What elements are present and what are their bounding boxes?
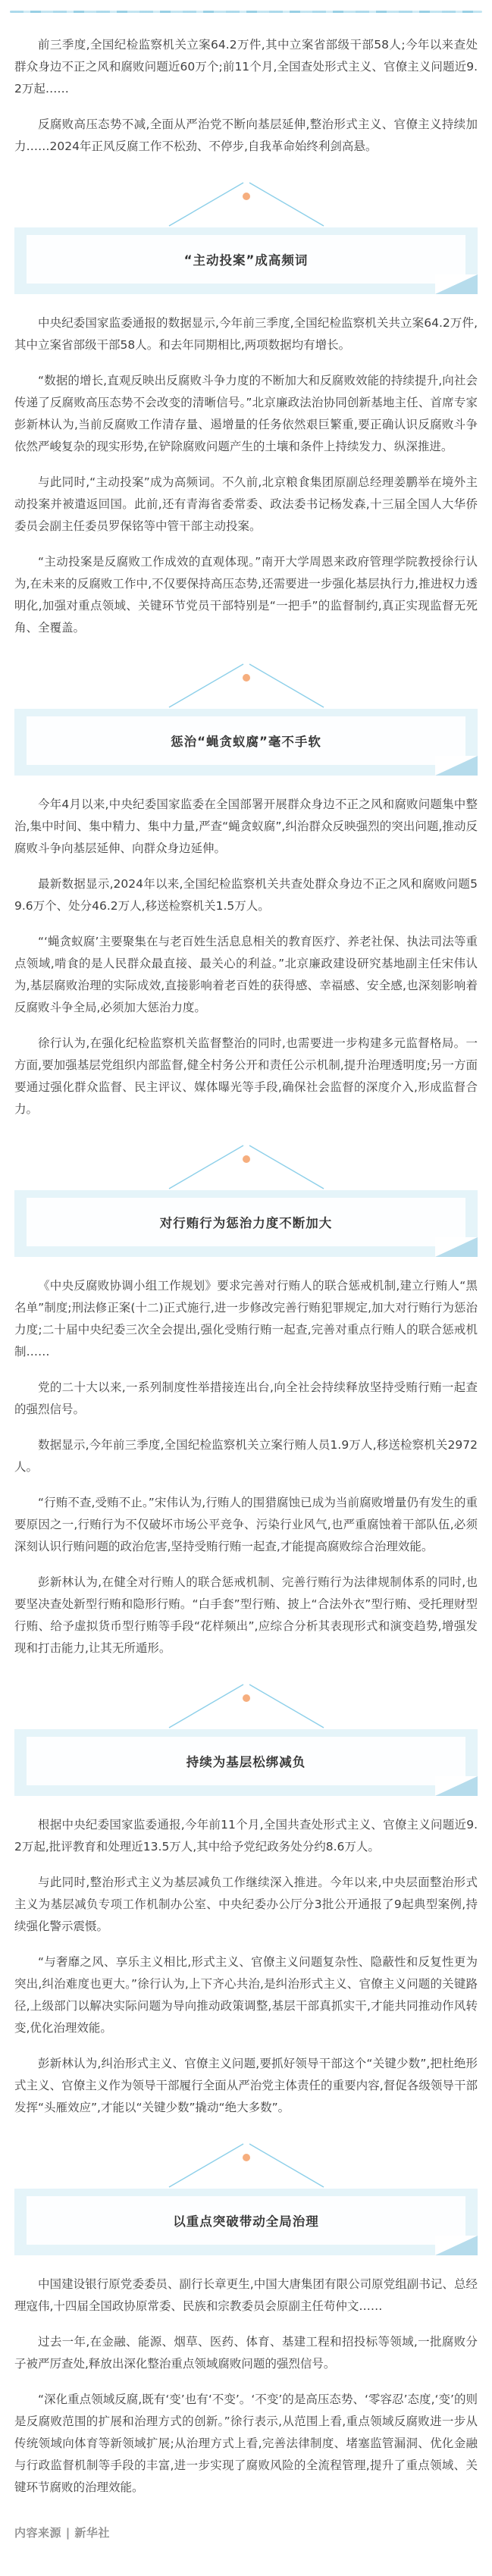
intro-paragraph: 反腐败高压态势不减,全面从严治党不断向基层延伸,整治形式主义、官僚主义持续加力……2024年正风反腐工作不松劲、不停步,自我革命始终利剑高悬。 (14, 118, 478, 153)
body-paragraph: 数据显示,今年前三季度,全国纪检监察机关立案行贿人员1.9万人,移送检察机关2972人。 (14, 1438, 478, 1474)
body-paragraph: 过去一年,在金融、能源、烟草、医药、体育、基建工程和招投标等领域,一批腐败分子被严厉查处,释放出深化整治重点领域腐败问题的强烈信号。 (14, 2335, 478, 2371)
section-title-box (14, 227, 478, 294)
section-header (14, 1143, 478, 1257)
section-title-box (14, 1190, 478, 1257)
section-title: 对行贿行为惩治力度不断加大 (159, 1216, 333, 1230)
section-title: 以重点突破带动全局治理 (173, 2214, 319, 2229)
section-roof-decoration (14, 1143, 478, 1190)
body-paragraph: 今年4月以来,中央纪委国家监委在全国部署开展群众身边不正之风和腐败问题集中整治,集中时间、集中精力、集中力量,严查“蝇贪蚁腐”,纠治群众反映强烈的突出问题,推动反腐败斗争向基层延伸、向群众身边延伸。 (14, 798, 478, 855)
section-title-box (14, 2189, 478, 2255)
body-paragraph: 中国建设银行原党委委员、副行长章更生,中国大唐集团有限公司原党组副书记、总经理寇伟,十四届全国政协原常委、民族和宗教委员会原副主任苟仲文…… (14, 2277, 478, 2313)
body-paragraph: “与奢靡之风、享乐主义相比,形式主义、官僚主义问题复杂性、隐蔽性和反复性更为突出,纠治难度也更大。”徐行认为,上下齐心共治,是纠治形式主义、官僚主义问题的关键路径,上级部门以解决实际问题为导向推动政策调整,基层干部真抓实干,才能共同推动作风转变,优化治理效能。 (14, 1955, 478, 2035)
section-header (14, 180, 478, 294)
roof-lines-and-dot-icon (163, 180, 330, 227)
section-title-inner (27, 716, 465, 765)
body-paragraph: 中央纪委国家监委通报的数据显示,今年前三季度,全国纪检监察机关共立案64.2万件,其中立案省部级干部58人。和去年同期相比,两项数据均有增长。 (14, 316, 478, 352)
body-paragraph: “行贿不查,受贿不止。”宋伟认为,行贿人的围猎腐蚀已成为当前腐败增量仍有发生的重要原因之一,行贿行为不仅破坏市场公平竞争、污染行业风气,也严重腐蚀着干部队伍,必须深刻认识行贿问题的政治危害,坚持受贿行贿一起查,才能提高腐败综合治理效能。 (14, 1496, 478, 1553)
section-title-box (14, 709, 478, 776)
section-title: 持续为基层松绑减负 (186, 1755, 306, 1769)
roof-lines-and-dot-icon (163, 2142, 330, 2189)
content-source-label: 内容来源 | 新华社 (14, 2526, 110, 2540)
body-paragraph: “主动投案是反腐败工作成效的直观体现。”南开大学周恩来政府管理学院教授徐行认为,在未来的反腐败工作中,不仅要保持高压态势,还需要进一步强化基层执行力,推进权力透明化,加强对重点领域、关键环节党员干部特别是“一把手”的监督制约,真正实现监督无死角、全覆盖。 (14, 555, 478, 635)
section-title-inner (27, 1198, 465, 1246)
roof-lines-and-dot-icon (163, 662, 330, 709)
top-brush-divider (10, 11, 482, 13)
body-paragraph: 彭新林认为,纠治形式主义、官僚主义问题,要抓好领导干部这个“关键少数”,把杜绝形式主义、官僚主义作为领导干部履行全面从严治党主体责任的重要内容,督促各级领导干部发挥“头雁效应”,才能以“关键少数”撬动“绝大多数”。 (14, 2057, 478, 2114)
body-paragraph: 最新数据显示,2024年以来,全国纪检监察机关共查处群众身边不正之风和腐败问题59.6万个、处分46.2万人,移送检察机关1.5万人。 (14, 877, 478, 913)
body-paragraph: 与此同时,整治形式主义为基层减负工作继续深入推进。今年以来,中央层面整治形式主义为基层减负专项工作机制办公室、中央纪委办公厅分3批公开通报了9起典型案例,持续强化警示震慑。 (14, 1876, 478, 1933)
section-title-box (14, 1729, 478, 1796)
section-roof-decoration (14, 1682, 478, 1729)
body-paragraph: 《中央反腐败协调小组工作规划》要求完善对行贿人的联合惩戒机制,建立行贿人“黑名单”制度;刑法修正案(十二)正式施行,进一步修改完善行贿犯罪规定,加大对行贿行为惩治力度;二十届中央纪委三次全会提出,强化受贿行贿一起查,完善对重点行贿人的联合惩戒机制…… (14, 1279, 478, 1359)
section-title-inner (27, 1737, 465, 1785)
section-title: 惩治“蝇贪蚁腐”毫不手软 (171, 735, 321, 749)
section-title: “主动投案”成高频词 (183, 253, 309, 268)
section-header (14, 2142, 478, 2255)
body-paragraph: “数据的增长,直观反映出反腐败斗争力度的不断加大和反腐败效能的持续提升,向社会传递了反腐败高压态势不会改变的清晰信号。”北京廉政法治协同创新基地主任、首席专家彭新林认为,当前反腐败工作清存量、遏增量的任务依然艰巨繁重,要正确认识反腐败斗争依然严峻复杂的现实形势,在铲除腐败问题产生的土壤和条件上持续发力、纵深推进。 (14, 374, 478, 453)
section-roof-decoration (14, 662, 478, 709)
section-title-inner (27, 235, 465, 284)
section-header (14, 1682, 478, 1796)
article-body (0, 11, 492, 2560)
section-header (14, 662, 478, 776)
body-paragraph: 彭新林认为,在健全对行贿人的联合惩戒机制、完善行贿行为法律规制体系的同时,也要坚决查处新型行贿和隐形行贿。“白手套”型行贿、披上“合法外衣”型行贿、受托理财型行贿、给予虚拟货币型行贿等手段“花样频出”,应综合分析其表现形式和演变趋势,增强发现和打击能力,让其无所遁形。 (14, 1575, 478, 1655)
body-paragraph: “深化重点领域反腐,既有‘变’也有‘不变’。‘不变’的是高压态势、‘零容忍’态度,‘变’的则是反腐败范围的扩展和治理方式的创新。”徐行表示,从范围上看,重点领域反腐败进一步从传统领域向体育等新领域扩展;从治理方式上看,完善法律制度、堵塞监管漏洞、优化金融与行政监督机制等手段的丰富,进一步实现了腐败风险的全流程管理,提升了重点领域、关键环节腐败的治理效能。 (14, 2393, 478, 2494)
section-title-inner (27, 2196, 465, 2245)
body-paragraph: 徐行认为,在强化纪检监察机关监督整治的同时,也需要进一步构建多元监督格局。一方面,要加强基层党组织内部监督,健全村务公开和责任公示机制,提升治理透明度;另一方面要通过强化群众监督、民主评议、媒体曝光等手段,确保社会监督的深度介入,形成监督合力。 (14, 1036, 478, 1116)
body-paragraph: 根据中央纪委国家监委通报,今年前11个月,全国共查处形式主义、官僚主义问题近9.2万起,批评教育和处理近13.5万人,其中给予党纪政务处分约8.6万人。 (14, 1818, 478, 1854)
roof-lines-and-dot-icon (163, 1143, 330, 1190)
intro-paragraph: 前三季度,全国纪检监察机关立案64.2万件,其中立案省部级干部58人;今年以来查处群众身边不正之风和腐败问题近60万个;前11个月,全国查处形式主义、官僚主义问题近9.2万起…… (14, 38, 478, 96)
section-roof-decoration (14, 180, 478, 227)
body-paragraph: “‘蝇贪蚁腐’主要聚集在与老百姓生活息息相关的教育医疗、养老社保、执法司法等重点领域,啃食的是人民群众最直接、最关心的利益。”北京廉政建设研究基地副主任宋伟认为,基层腐败治理的实际成效,直接影响着老百姓的获得感、幸福感、安全感,也深刻影响着反腐败斗争全局,必须加大惩治力度。 (14, 935, 478, 1014)
body-paragraph: 党的二十大以来,一系列制度性举措接连出台,向全社会持续释放坚持受贿行贿一起查的强烈信号。 (14, 1380, 478, 1416)
roof-lines-and-dot-icon (163, 1682, 330, 1729)
section-roof-decoration (14, 2142, 478, 2189)
body-paragraph: 与此同时,“主动投案”成为高频词。不久前,北京粮食集团原副总经理姜鹏举在境外主动投案并被遣返回国。此前,还有青海省委常委、政法委书记杨发森,十三届全国人大华侨委员会副主任委员罗保铭等中管干部主动投案。 (14, 475, 478, 533)
